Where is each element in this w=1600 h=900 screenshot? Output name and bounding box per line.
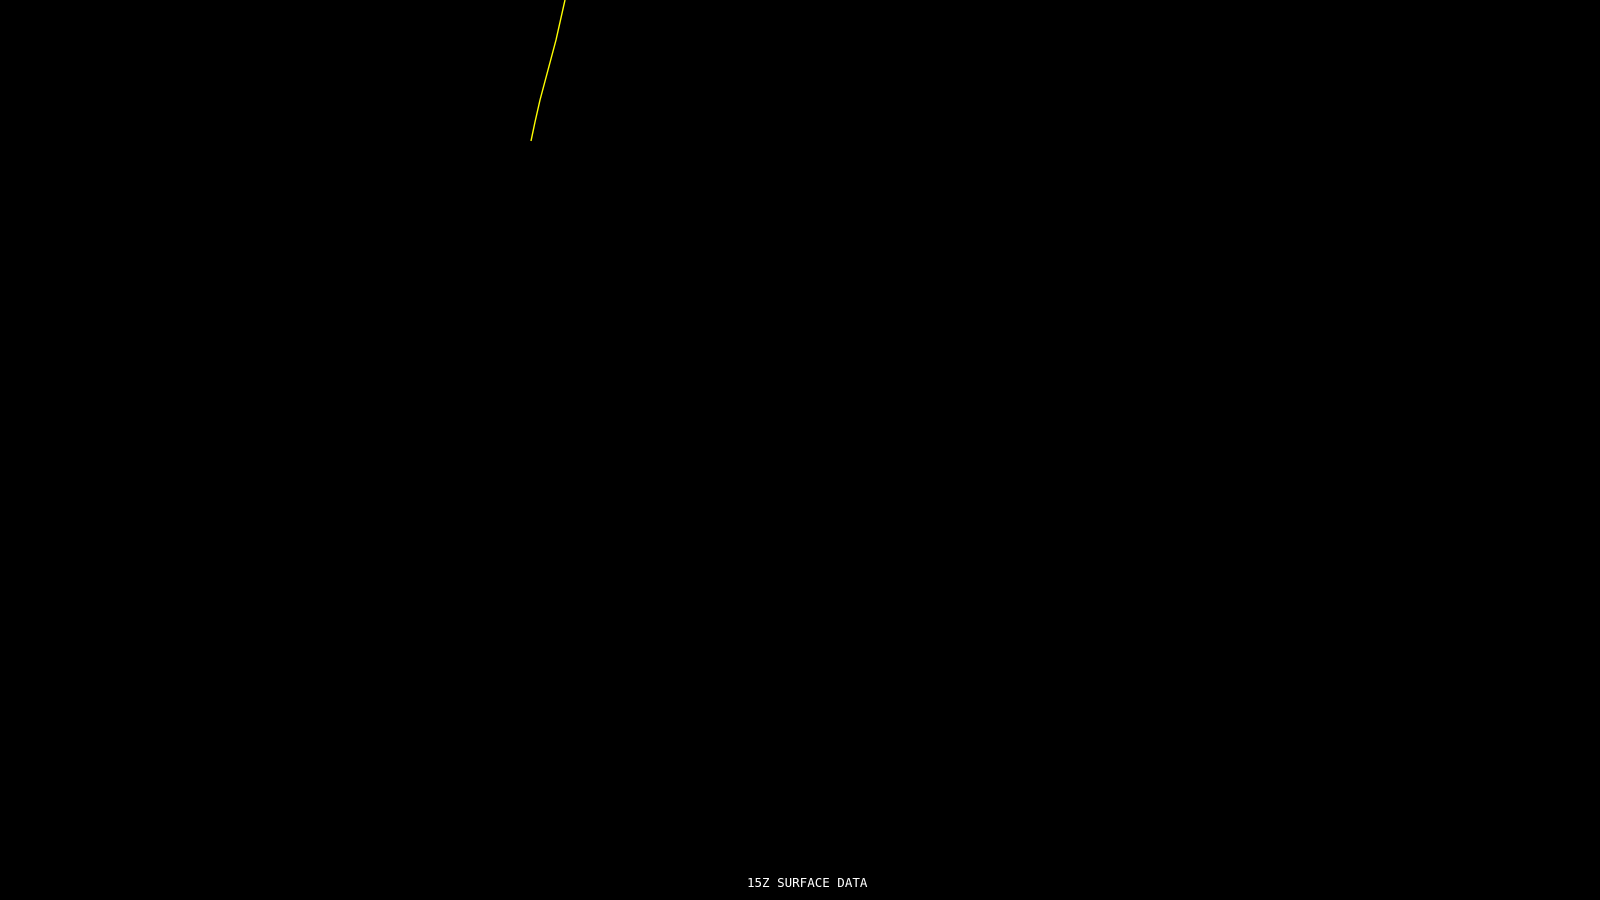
boundary-line bbox=[531, 0, 565, 141]
map-caption: 15Z SURFACE DATA bbox=[747, 875, 868, 890]
